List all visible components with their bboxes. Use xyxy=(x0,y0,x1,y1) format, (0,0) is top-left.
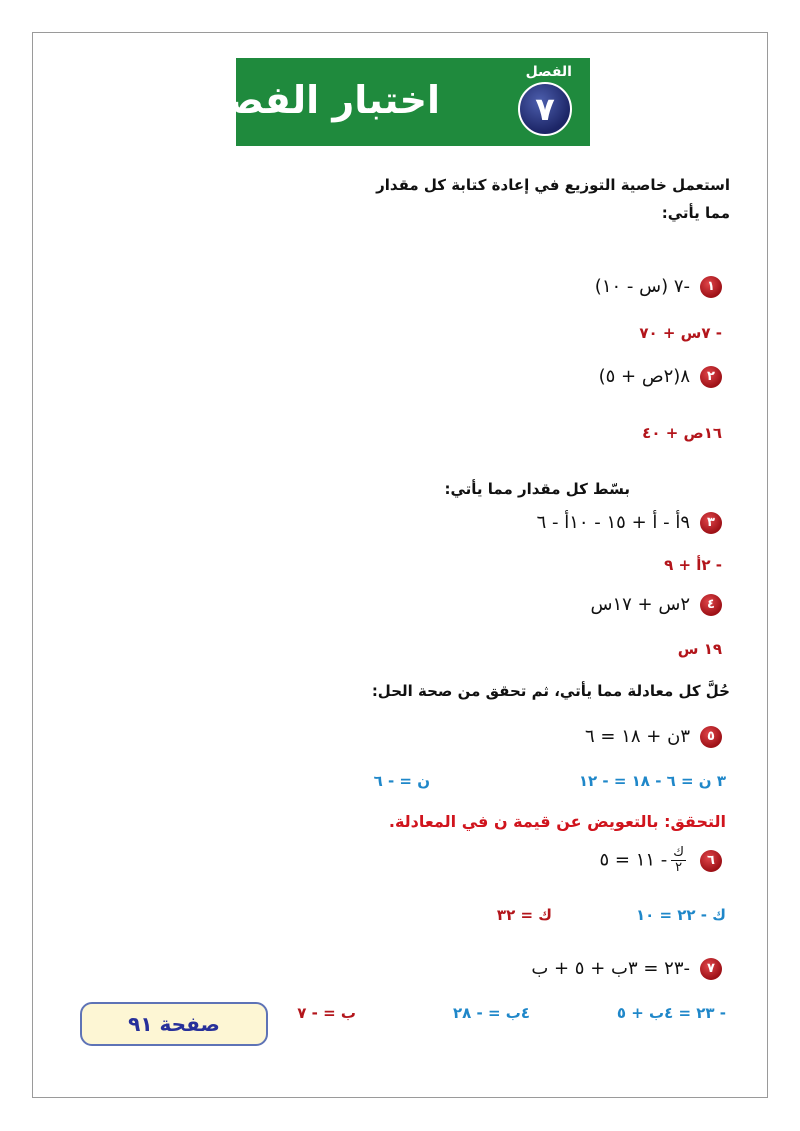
instruction-solve: حُلَّ كل معادلة مما يأتي، ثم تحقق من صحة الحل: xyxy=(371,682,730,700)
question-5 xyxy=(585,726,722,748)
answer-3: - ٢أ + ٩ xyxy=(664,556,722,574)
question-text: ٢س + ١٧س xyxy=(590,594,690,615)
question-2 xyxy=(599,366,722,388)
question-number-badge: ٦ xyxy=(700,850,722,872)
solution-6-step1: ك - ٢٢ = ١٠ xyxy=(635,906,726,924)
answer-1: - ٧س + ٧٠ xyxy=(639,324,722,342)
question-4 xyxy=(591,594,723,616)
question-1 xyxy=(595,276,722,298)
answer-4: ١٩ س xyxy=(677,640,722,658)
solution-5-step1: ٣ ن = ٦ - ١٨ = - ١٢ xyxy=(578,772,726,790)
question-text: -٧ (س - ١٠) xyxy=(594,276,690,297)
fraction xyxy=(671,846,686,875)
instruction-distributive-line1: استعمل خاصية التوزيع في إعادة كتابة كل مقدار xyxy=(376,176,730,194)
chapter-label: الفصل xyxy=(525,64,572,80)
question-number-badge: ٧ xyxy=(700,958,722,980)
question-number-badge: ١ xyxy=(700,276,722,298)
instruction-distributive-line2: مما يأتي: xyxy=(661,204,730,222)
question-text: ٣ن + ١٨ = ٦ xyxy=(585,726,690,747)
solution-5-check: التحقق: بالتعويض عن قيمة ن في المعادلة. xyxy=(388,812,726,831)
question-text: ٨(٢ص + ٥) xyxy=(598,366,690,387)
fraction-numerator: ك xyxy=(673,845,684,860)
solution-5-step2: ن = - ٦ xyxy=(373,772,430,790)
question-3 xyxy=(537,512,722,534)
question-number-badge: ٤ xyxy=(700,594,722,616)
solution-7-step1: - ٢٣ = ٤ب + ٥ xyxy=(616,1004,726,1022)
question-number-badge: ٢ xyxy=(700,366,722,388)
question-text: -٢٣ = ٣ب + ٥ + ب xyxy=(531,958,690,979)
question-number-badge: ٥ xyxy=(700,726,722,748)
question-text: - ١١ = ٥ xyxy=(599,849,668,871)
solution-6-step2: ك = ٣٢ xyxy=(496,906,552,924)
page-title: اختبار الفصل xyxy=(193,78,440,122)
answer-2: ١٦ص + ٤٠ xyxy=(642,424,722,442)
question-number-badge: ٣ xyxy=(700,512,722,534)
page-number-badge: صفحة ٩١ xyxy=(80,1002,268,1046)
question-text: ٩أ - أ + ١٥ - ١٠أ - ٦ xyxy=(536,512,690,533)
question-7 xyxy=(531,958,722,980)
fraction-denominator: ٢ xyxy=(675,860,683,875)
solution-7-step3: ب = - ٧ xyxy=(297,1004,356,1022)
instruction-simplify: بسّط كل مقدار مما يأتي: xyxy=(444,480,630,498)
question-6 xyxy=(600,846,722,875)
chapter-number-badge: ٧ xyxy=(518,82,572,136)
chapter-banner xyxy=(193,58,590,146)
solution-7-step2: ٤ب = - ٢٨ xyxy=(452,1004,530,1022)
